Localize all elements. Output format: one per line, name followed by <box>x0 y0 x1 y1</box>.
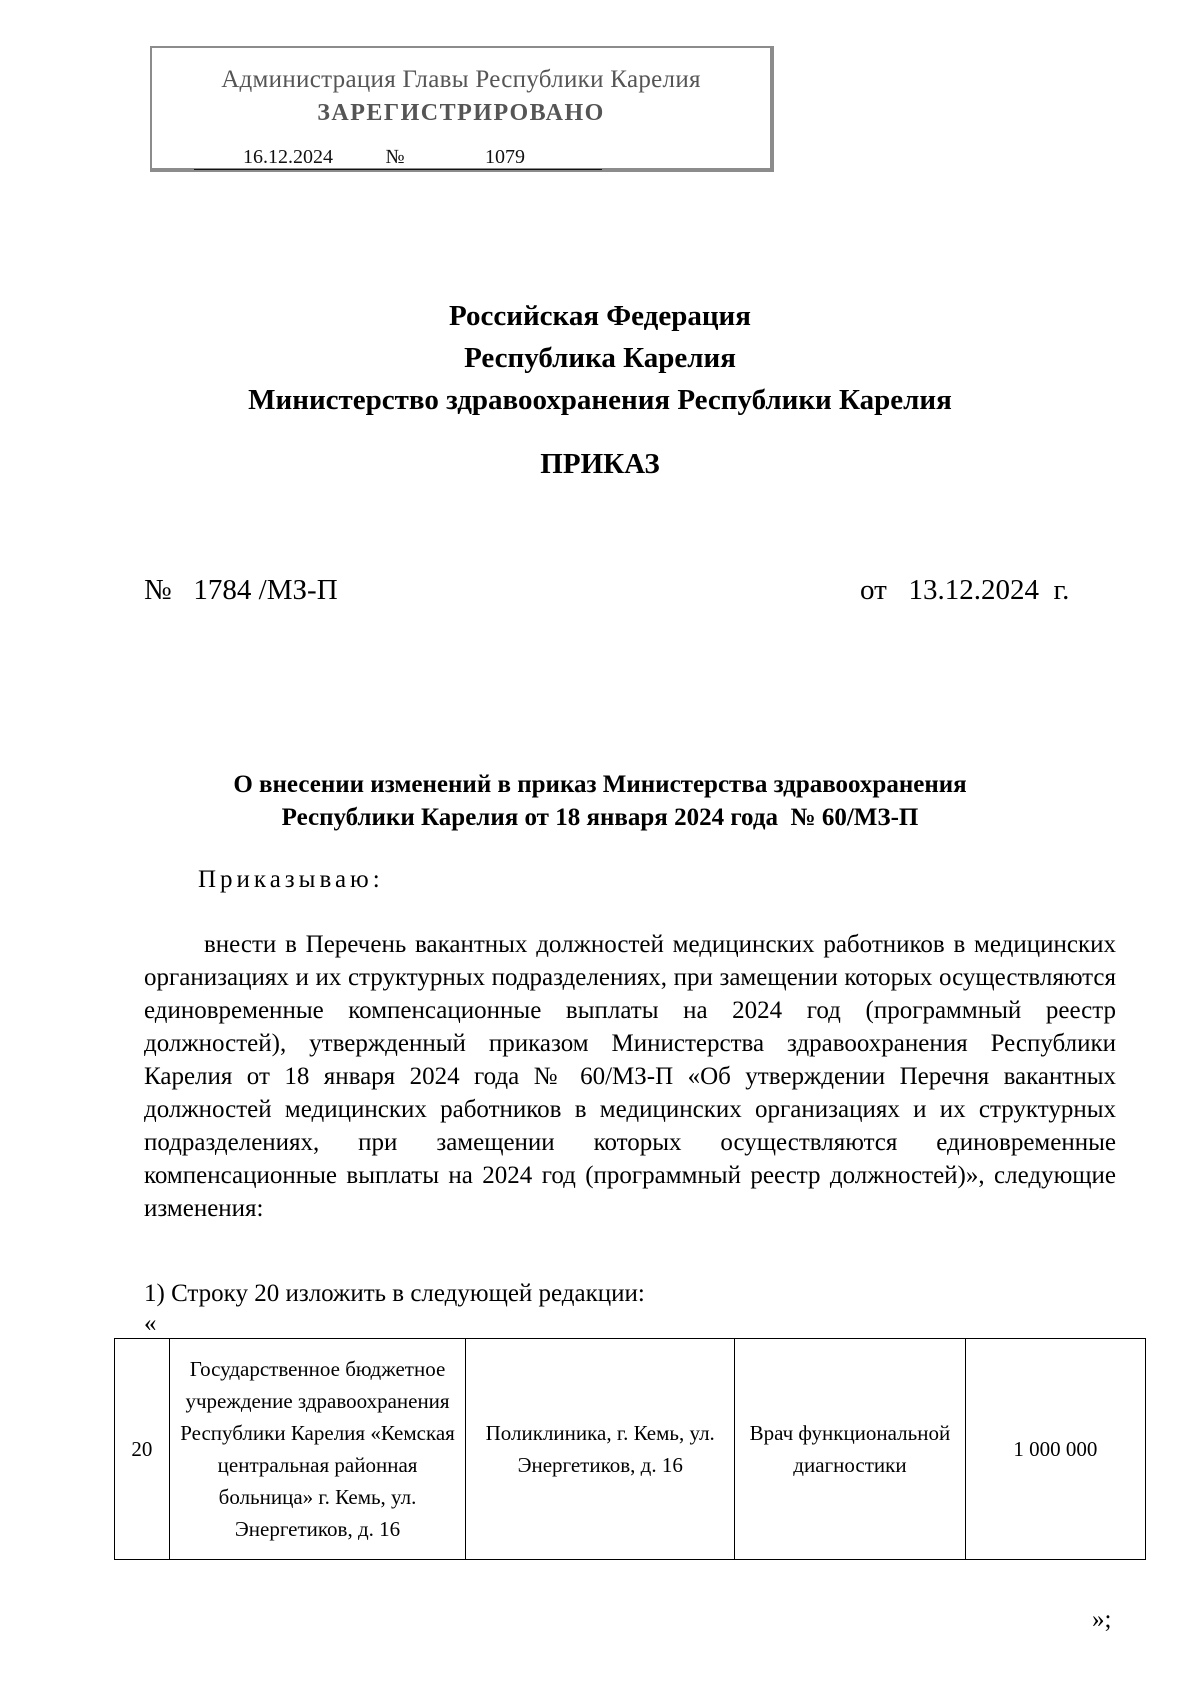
main-paragraph-text: внести в Перечень вакантных должностей медицинских работников в медицинских организациях и их структурных подразделениях, при замещении которых осуществляются единовременные компенсационные выплаты на 2024 год (программный реестр должностей), утвержденный приказом Министерства здравоохранения Республики Карелия от 18 января 2024 года № 60/МЗ-П «Об утверждении Перечня вакантных должностей медицинских работников в медицинских организациях и их структурных подразделениях, при замещении которых осуществляются единовременные компенсационные выплаты на 2024 год (программный реестр должностей)», следующие изменения: <box>144 931 1116 1222</box>
row-subdivision: Поликлиника, г. Кемь, ул. Энергетиков, д. 16 <box>466 1339 735 1560</box>
replacement-table <box>114 1338 1146 1560</box>
order-date: от 13.12.2024 г. <box>860 574 1070 606</box>
main-paragraph <box>144 928 1116 1225</box>
order-number: № 1784 /МЗ-П <box>144 574 338 606</box>
stamp-number: 1079 <box>408 146 602 170</box>
subject-line-2: Республики Карелия от 18 января 2024 года № 60/МЗ-П <box>281 804 919 831</box>
stamp-number-label: № <box>382 146 408 170</box>
document-type: ПРИКАЗ <box>540 448 660 480</box>
table-row <box>115 1339 1146 1560</box>
header-country: Российская Федерация <box>449 300 751 332</box>
row-organization: Государственное бюджетное учреждение здравоохранения Республики Карелия «Кемская центральная районная больница» г. Кемь, ул. Энергетиков, д. 16 <box>169 1339 466 1560</box>
header-republic: Республика Карелия <box>464 342 736 374</box>
subject-line-1: О внесении изменений в приказ Министерства здравоохранения <box>233 771 967 798</box>
registration-stamp <box>150 46 774 172</box>
stamp-status: ЗАРЕГИСТРИРОВАНО <box>317 100 605 126</box>
row-number: 20 <box>115 1339 170 1560</box>
row-amount: 1 000 000 <box>965 1339 1145 1560</box>
stamp-date: 16.12.2024 <box>194 146 382 170</box>
order-word: Приказываю: <box>198 866 384 893</box>
quote-open: « <box>144 1310 157 1337</box>
stamp-registration-line <box>194 146 602 170</box>
quote-close: »; <box>1092 1606 1112 1633</box>
header-ministry: Министерство здравоохранения Республики Карелия <box>248 384 952 416</box>
stamp-organization: Администрация Главы Республики Карелия <box>221 66 701 93</box>
row-position: Врач функциональной диагностики <box>735 1339 966 1560</box>
item-1: 1) Строку 20 изложить в следующей редакции: <box>144 1280 645 1307</box>
